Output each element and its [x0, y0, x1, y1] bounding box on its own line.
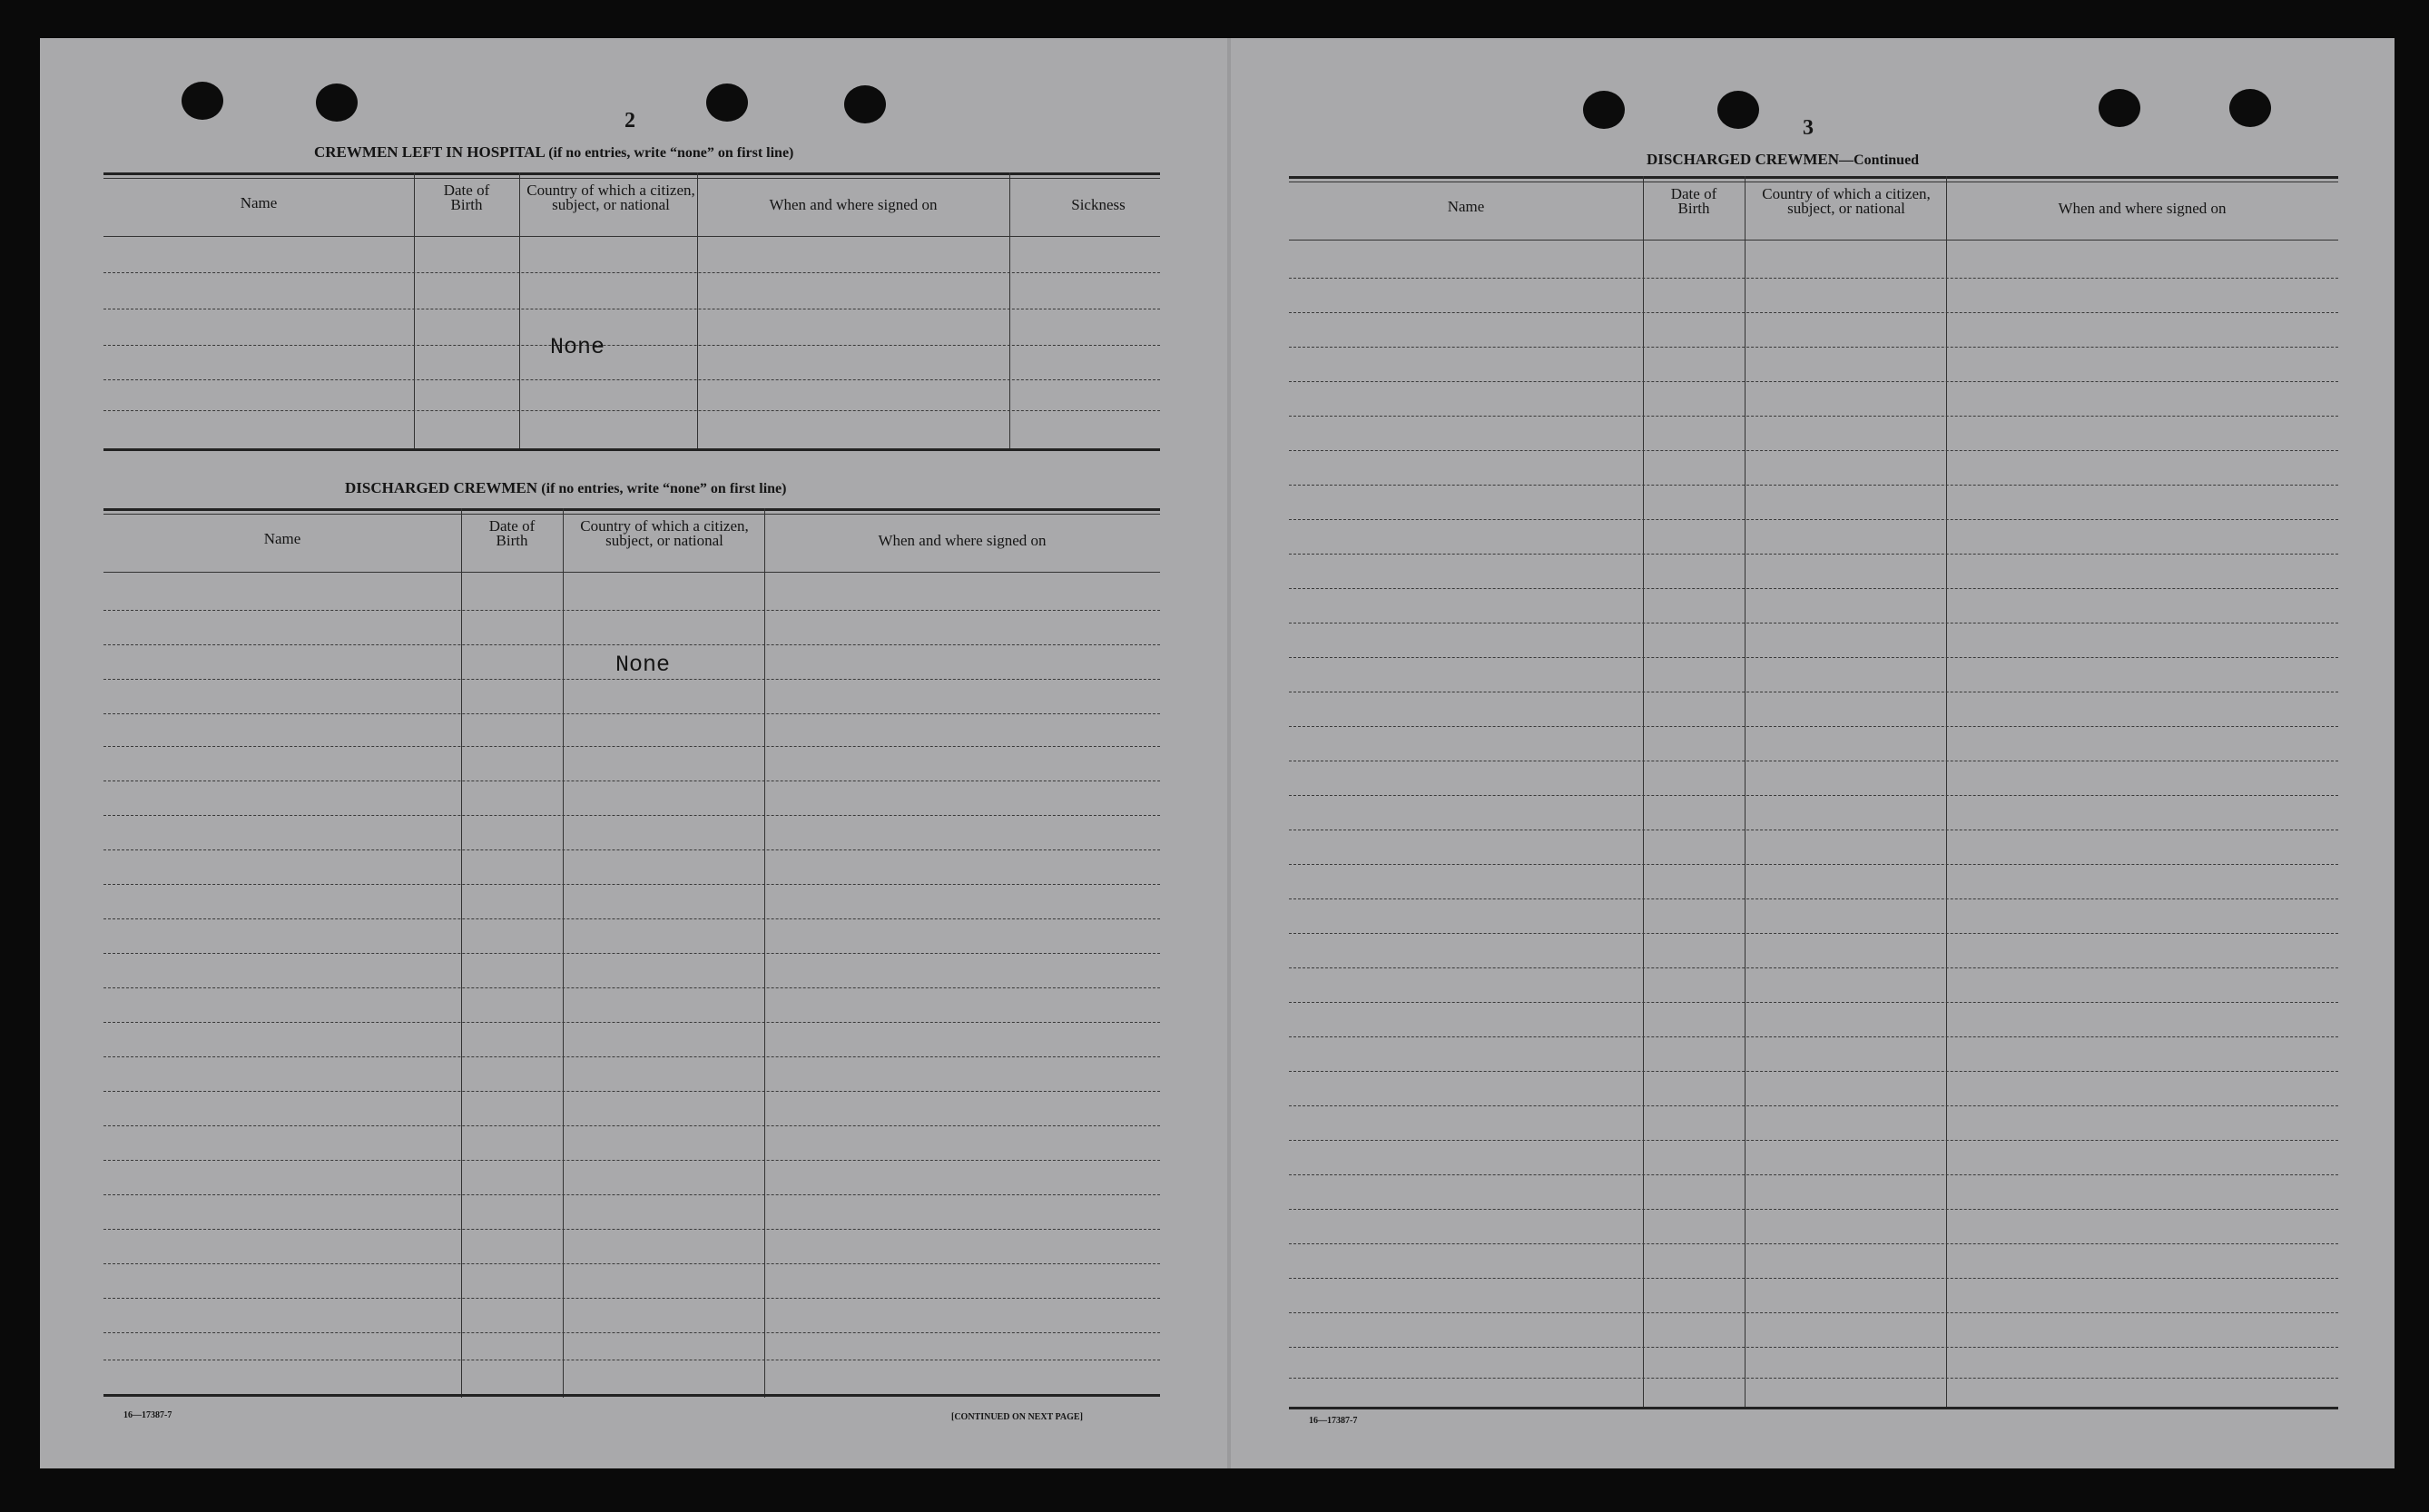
hospital-instruction: (if no entries, write “none” on first line): [548, 145, 794, 161]
punch-hole: [2229, 89, 2271, 127]
punch-hole: [1717, 91, 1759, 129]
form-number: 16—17387-7: [123, 1410, 172, 1420]
page-number: 3: [1803, 116, 1814, 140]
col-header-name: Name: [1447, 198, 1485, 215]
col-header-name: Name: [240, 194, 278, 211]
page-fold: [1227, 38, 1231, 1468]
discharged-entry: None: [615, 652, 671, 678]
hospital-title: CREWMEN LEFT IN HOSPITAL: [314, 143, 545, 161]
discharged-continued-table: [1289, 176, 2338, 1416]
col-header-signed-on: When and where signed on: [878, 532, 1047, 549]
punch-hole: [182, 82, 223, 120]
section-title-hospital: [314, 143, 793, 162]
punch-hole: [1583, 91, 1625, 129]
col-header-signed-on: When and where signed on: [769, 196, 938, 213]
section-title-discharged: [345, 479, 786, 497]
punch-hole: [844, 85, 886, 123]
punch-hole: [2099, 89, 2140, 127]
col-header-sickness: Sickness: [1071, 196, 1126, 213]
discharged-continued-suffix: —Continued: [1839, 152, 1920, 168]
punch-hole: [316, 83, 358, 122]
punch-hole: [706, 83, 748, 122]
section-title-discharged-continued: [1647, 151, 1919, 169]
hospital-entry: None: [550, 334, 605, 360]
col-header-dob: Date of Birth: [1670, 185, 1717, 217]
form-number: 16—17387-7: [1309, 1416, 1358, 1426]
continued-note: [CONTINUED ON NEXT PAGE]: [951, 1412, 1083, 1422]
page-number: 2: [624, 109, 635, 133]
col-header-country: Country of which a citizen, subject, or national: [580, 517, 749, 549]
col-header-country: Country of which a citizen, subject, or national: [526, 182, 695, 213]
col-header-country: Country of which a citizen, subject, or national: [1762, 185, 1931, 217]
discharged-title: DISCHARGED CREWMEN: [345, 479, 538, 496]
col-header-name: Name: [263, 530, 301, 547]
col-header-dob: Date of Birth: [488, 517, 536, 549]
discharged-instruction: (if no entries, write “none” on first line): [541, 481, 787, 496]
col-header-dob: Date of Birth: [443, 182, 490, 213]
col-header-signed-on: When and where signed on: [2058, 200, 2227, 217]
discharged-table: [103, 508, 1160, 1407]
hospital-table: [103, 172, 1160, 454]
discharged-continued-title: DISCHARGED CREWMEN: [1647, 151, 1840, 168]
